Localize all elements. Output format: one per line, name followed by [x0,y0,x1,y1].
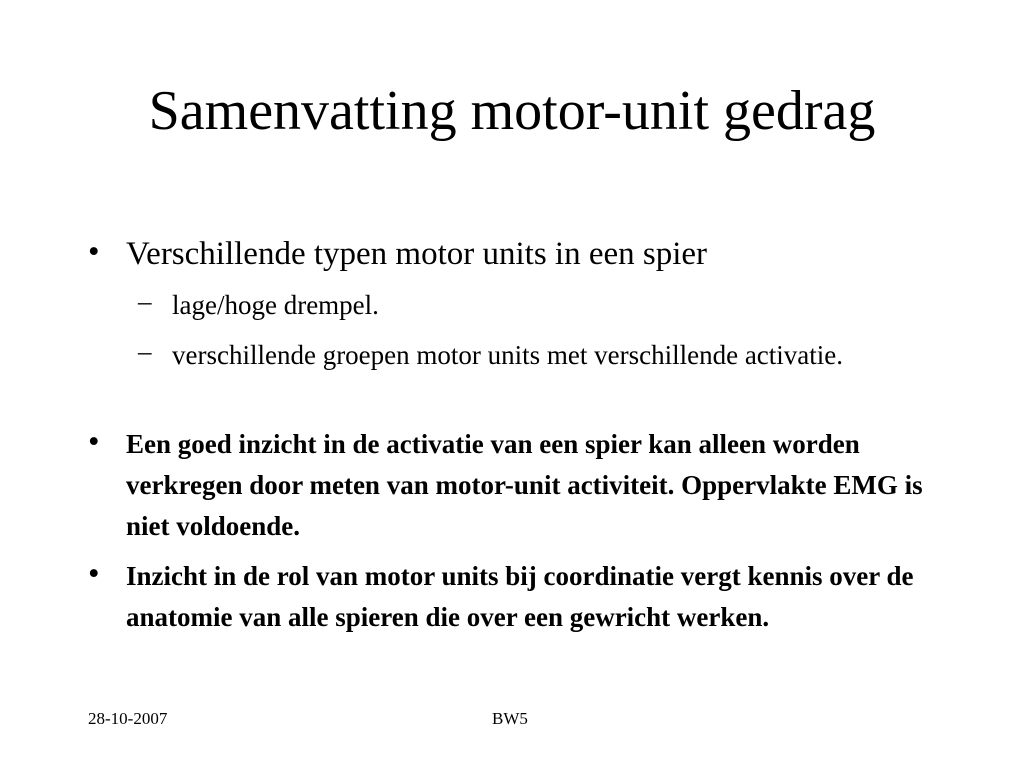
sub-bullet-marker: – [138,286,152,316]
footer-center-label: BW5 [492,709,528,728]
bullet-marker: • [88,556,100,592]
bullet-text-2: Een goed inzicht in de activatie van een spier kan alleen worden verkregen door meten van motor-unit activiteit. Oppervlakte EMG is niet voldoende. [126,429,923,541]
bullet-marker: • [88,424,100,460]
bullet-marker: • [88,234,100,270]
sub-bullet-text-2: verschillende groepen motor units met verschillende activatie. [172,340,844,370]
sub-bullet-marker: – [138,336,152,366]
footer-date: 28-10-2007 [88,709,168,728]
sub-bullet-text-1: lage/hoge drempel. [172,290,379,320]
slide-title: Samenvatting motor-unit gedrag [148,80,876,142]
bullet-text-3: Inzicht in de rol van motor units bij coordinatie vergt kennis over de anatomie van alle spieren die over een gewricht werken. [126,561,914,632]
bullet-text-1: Verschillende typen motor units in een spier [126,236,708,272]
